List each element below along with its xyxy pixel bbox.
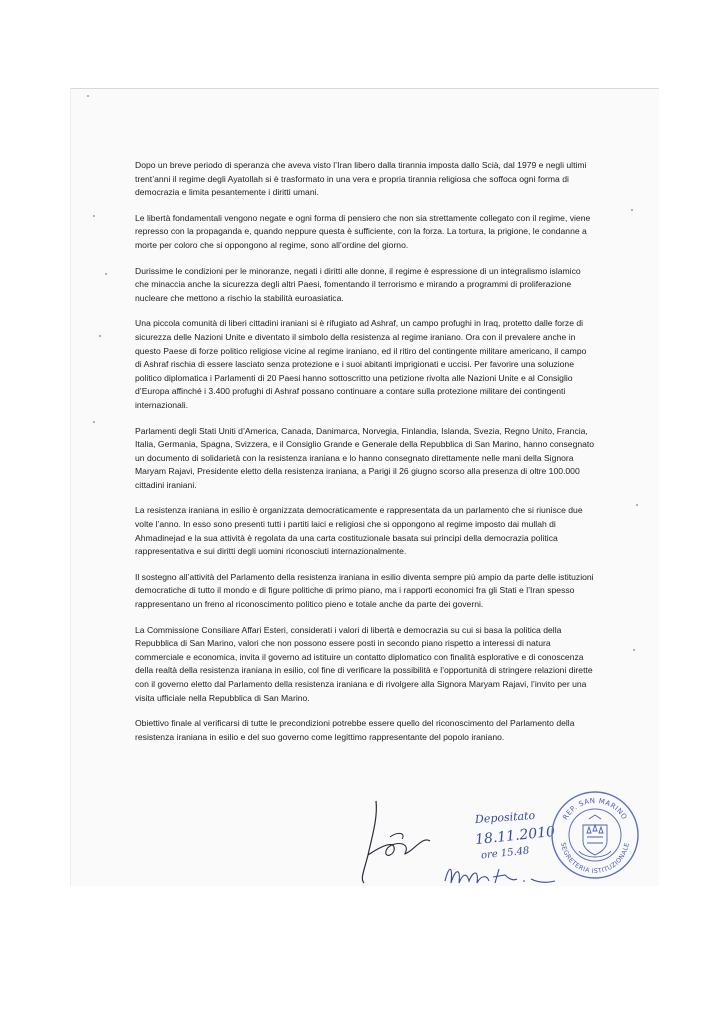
scan-speck [93,421,95,423]
stamp-top-text: REP. SAN MARINO [561,796,629,822]
paragraph: Parlamenti degli Stati Uniti d’America, Canada, Danimarca, Norvegia, Finlandia, Islanda, Svezia, Regno Unito, Francia, Italia, Germania, Spagna, Svizzera, e il Consiglio Grande e Generale della Repubblica di San Marino, hanno consegnato un documento di solidarietà con la resistenza iraniana e lo hanno consegnato direttamente nelle mani della Signora Maryam Rajavi, Presidente eletto della resistenza iraniana, a Parigi il 26 giugno scorso alla presenza di oltre 100.000 cittadini iraniani. [135,425,595,490]
paragraph: Obiettivo finale al verificarsi di tutte le precondizioni potrebbe essere quello del riconoscimento del Parlamento della resistenza iraniana in esilio e del suo governo come legittimo rappresentante del popolo iraniano. [135,718,575,742]
paragraph: Dopo un breve periodo di speranza che aveva visto l’Iran libero dalla tirannia imposta dallo Scià, dal 1979 e negli ultimi trent’anni il regime degli Ayatollah si è trasformato in una vera e propria tirannia religiosa che soffoca ogni forma di democrazia e limita pesantemente i diritti umani. [135,160,587,198]
deposit-date: 18.11.2010 [474,823,556,849]
scan-speck [633,649,635,651]
deposit-note [439,808,559,891]
deposit-time: ore 15.48 [480,845,530,862]
signature-left [354,797,434,887]
scan-speck [636,504,638,506]
document-page [70,88,659,886]
scan-speck [93,215,95,217]
paragraph: Una piccola comunità di liberi cittadini iraniani si è rifugiato ad Ashraf, un campo profughi in Iraq, protetto dalle forze di sicurezza delle Nazioni Unite e diventato il simbolo della resistenza al regime iraniano. Ora con il prevalere anche in questo Paese di forze politico religiose vicine al regime iraniano, ed il ritiro del contingente militare americano, il campo di Ashraf rischia di essere lasciato senza protezione e i suoi abitanti imprigionati e uccisi. Per favorire una soluzione politico diplomatica i Parlamenti di 20 Paesi hanno sottoscritto una petizione rivolta alle Nazioni Unite e al Consiglio d’Europa affinché i 3.400 profughi di Ashraf possano continuare a contare sulla protezione militare dei contingenti internazionali. [135,318,587,410]
scan-speck [631,209,633,211]
official-stamp [549,789,641,881]
deposit-initials [439,859,559,891]
coat-of-arms-icon [579,815,611,857]
paragraph: Il sostegno all’attività del Parlamento della resistenza iraniana in esilio diventa sempre più ampio da parte delle istituzioni democratiche di tutto il mondo e di figure politiche di primo piano, ma i rapporti economici fra gli Stati e l’Iran spesso rappresentano un freno al riconoscimento politico pieno e totale anche da parte dei governi. [135,571,594,610]
letter-body [135,159,595,756]
scan-speck [99,335,101,337]
stamp-bottom-text: SEGRETERIA ISTITUZIONALE [559,841,631,876]
paragraph: Le libertà fondamentali vengono negate e ogni forma di pensiero che non sia strettamente collegato con il regime, viene represso con la propaganda e, quando neppure questa è sufficiente, con la forza. La tortura, la prigione, le condanne a morte per coloro che si oppongono al regime, sono all’ordine del giorno. [135,212,591,250]
scan-speck [87,95,89,97]
paragraph: Durissime le condizioni per le minoranze, negati i diritti alle donne, il regime è espressione di un integralismo islamico che minaccia anche la sicurezza degli altri Paesi, fomentando il terrorismo e mirando a programmi di proliferazione nucleare che mettono a rischio la stabilità euroasiatica. [135,265,581,303]
deposit-label: Depositato [474,808,536,827]
paragraph: La Commissione Consiliare Affari Esteri, considerati i valori di libertà e democrazia su cui si basa la politica della Repubblica di San Marino, valori che non possono essere posti in secondo piano rispetto a interessi di natura commerciale e economica, invita il governo ad istituire un contatto diplomatico con finalità esplorative e di conoscenza della realtà della resistenza iraniana in esilio, col fine di verificare la possibilità e l’opportunità di stringere relazioni dirette con il governo eletto dal Parlamento della resistenza iraniana e di rivolgere alla Signora Maryam Rajavi, l’invito per una visita ufficiale nella Repubblica di San Marino. [135,624,593,703]
scan-speck [105,273,107,275]
paragraph: La resistenza iraniana in esilio è organizzata democraticamente e rappresentata da un parlamento che si riunisce due volte l’anno. In esso sono presenti tutti i partiti laici e religiosi che si oppongono al regime imposto dai mullah di Ahmadinejad e la sua attività è regolata da una carta costituzionale basata sui principi della democrazia politica rappresentativa e sui diritti degli uomini riconosciuti internazionalmente. [135,505,583,557]
